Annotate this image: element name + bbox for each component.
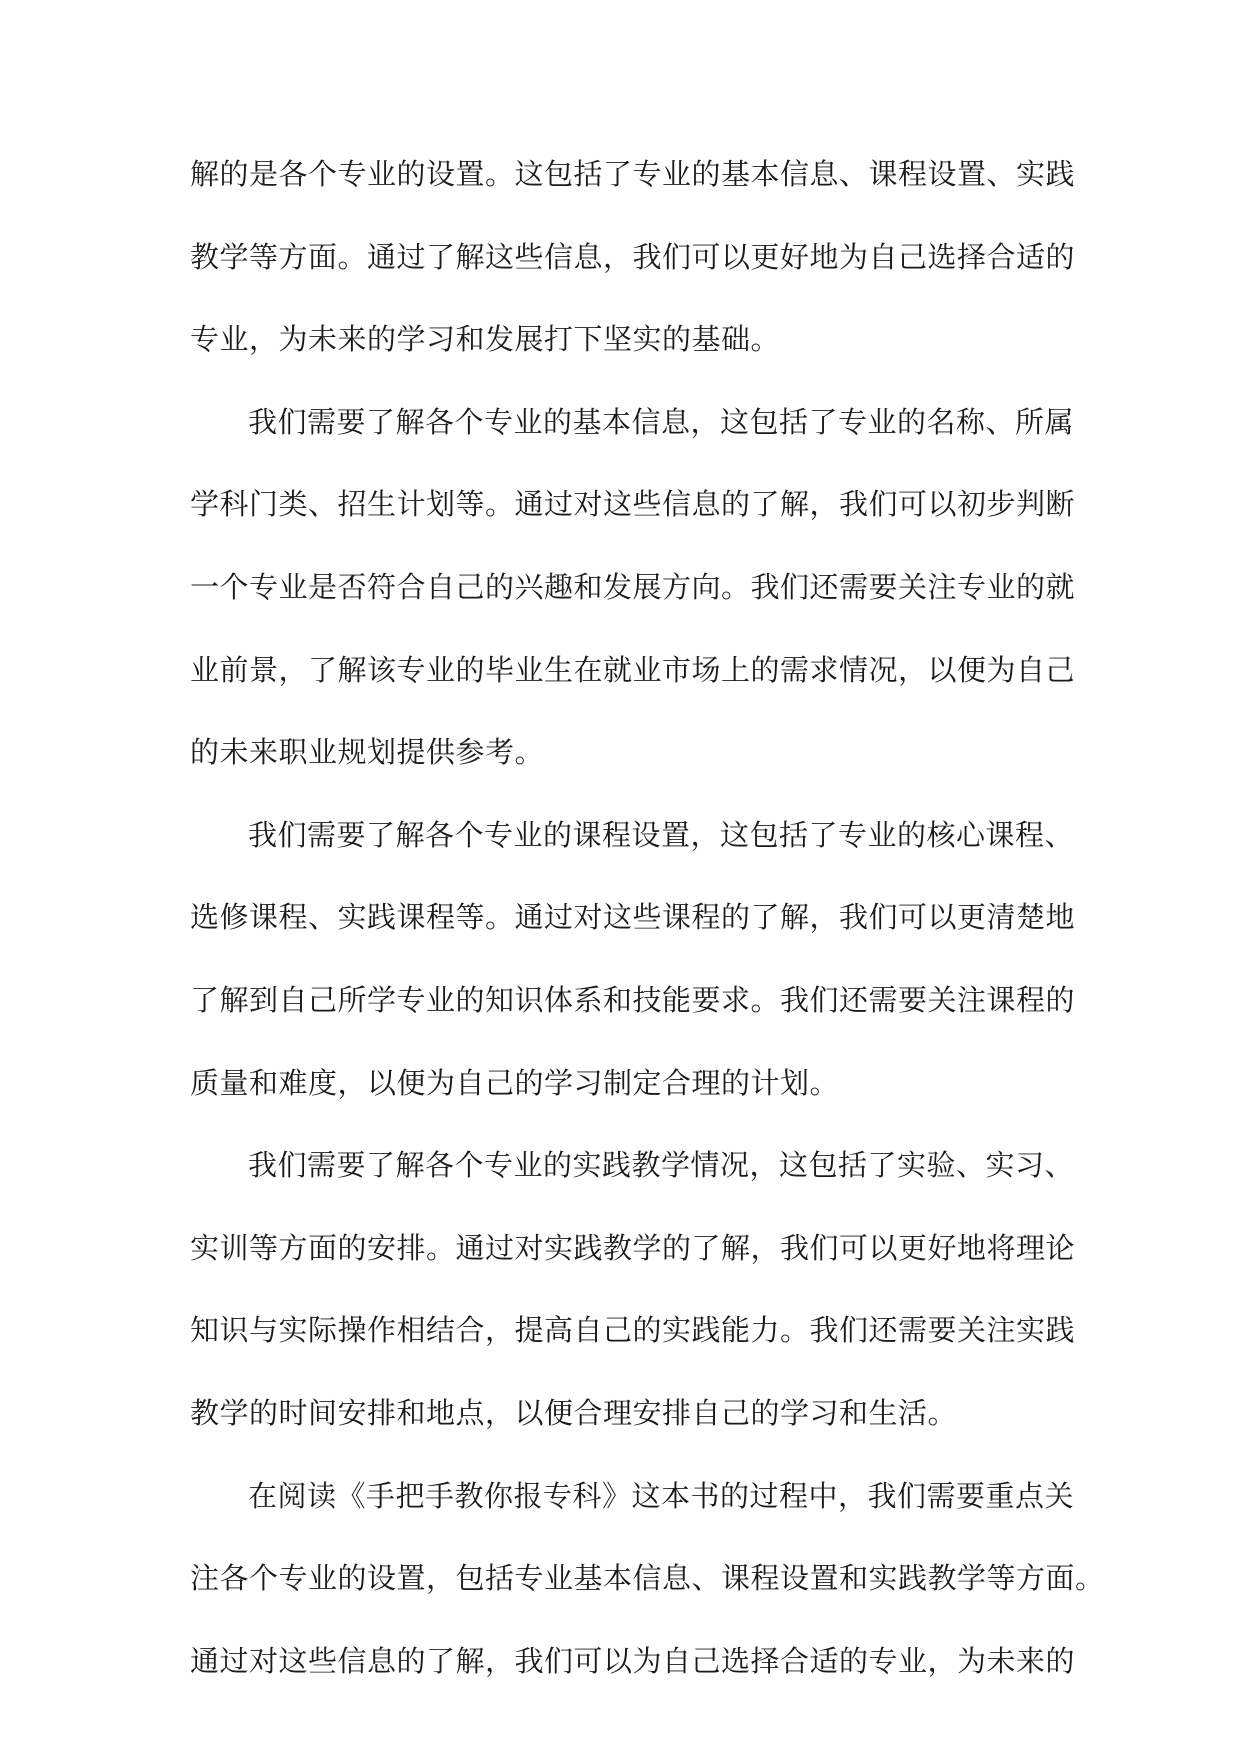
text-line-7: 业前景，了解该专业的毕业生在就业市场上的需求情况，以便为自己 [190,652,1076,687]
text-line-15: 知识与实际操作相结合，提高自己的实践能力。我们还需要关注实践 [190,1313,1076,1348]
text-line-12: 质量和难度，以便为自己的学习制定合理的计划。 [190,1065,840,1100]
text-line-13: 我们需要了解各个专业的实践教学情况，这包括了实验、实习、 [248,1148,1075,1183]
text-line-16: 教学的时间安排和地点，以便合理安排自己的学习和生活。 [190,1395,958,1430]
text-line-5: 学科门类、招生计划等。通过对这些信息的了解，我们可以初步判断 [190,487,1076,522]
text-line-1: 解的是各个专业的设置。这包括了专业的基本信息、课程设置、实践 [190,157,1076,191]
text-line-3: 专业，为未来的学习和发展打下坚实的基础。 [190,322,781,357]
text-line-9: 我们需要了解各个专业的课程设置，这包括了专业的核心课程、 [248,817,1075,852]
text-line-19: 通过对这些信息的了解，我们可以为自己选择合适的专业，为未来的 [190,1643,1076,1678]
text-line-17: 在阅读《手把手教你报专科》这本书的过程中，我们需要重点关 [248,1478,1075,1513]
text-line-6: 一个专业是否符合自己的兴趣和发展方向。我们还需要关注专业的就 [190,569,1076,604]
text-line-10: 选修课程、实践课程等。通过对这些课程的了解，我们可以更清楚地 [190,900,1076,935]
text-line-14: 实训等方面的安排。通过对实践教学的了解，我们可以更好地将理论 [190,1230,1076,1265]
text-line-11: 了解到自己所学专业的知识体系和技能要求。我们还需要关注课程的 [190,982,1076,1017]
text-line-8: 的未来职业规划提供参考。 [190,735,545,770]
body-text [190,143,1105,1712]
text-line-4: 我们需要了解各个专业的基本信息，这包括了专业的名称、所属 [248,404,1075,439]
text-line-18: 注各个专业的设置，包括专业基本信息、课程设置和实践教学等方面。 [190,1561,1105,1596]
text-line-2: 教学等方面。通过了解这些信息，我们可以更好地为自己选择合适的 [190,239,1076,274]
